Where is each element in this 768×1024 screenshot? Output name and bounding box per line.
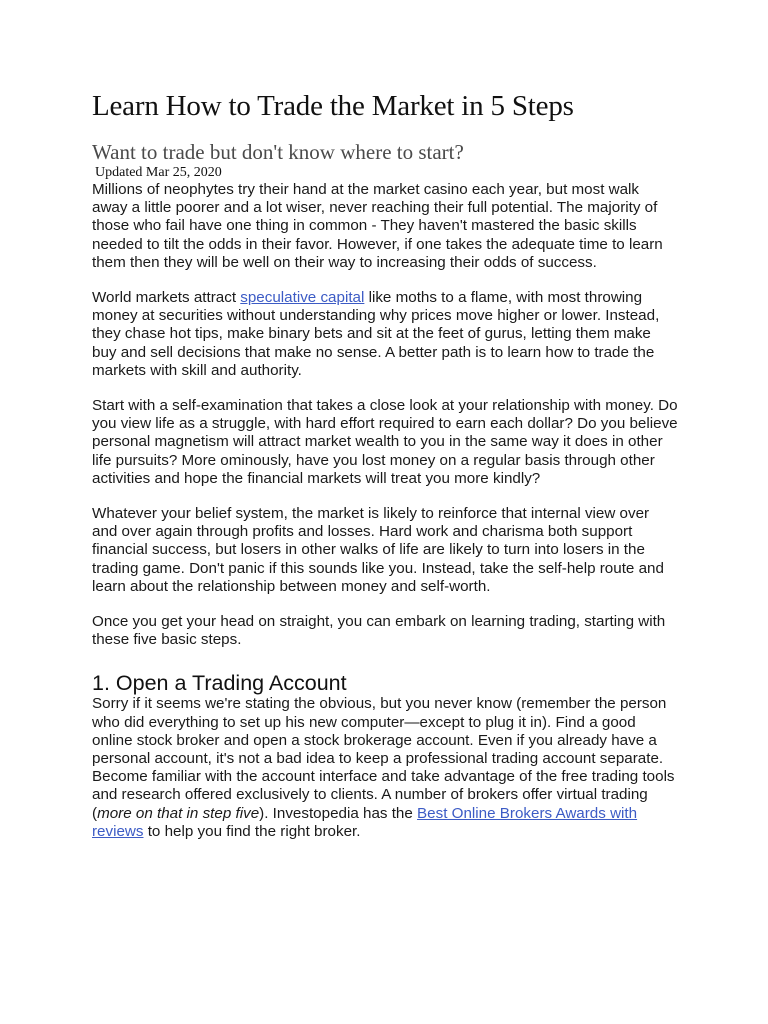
paragraph-text: ). Investopedia has the <box>259 804 418 822</box>
paragraph-world-markets <box>92 289 678 380</box>
italic-text: more on that in step five <box>97 804 260 822</box>
paragraph-text: to help you find the right broker. <box>143 822 361 840</box>
page-title: Learn How to Trade the Market in 5 Steps <box>92 90 574 122</box>
paragraph-self-examination: Start with a self-examination that takes a close look at your relationship with money. Do you view life as a struggle, with hard effort required to earn each dollar? Do you believe personal magnetism will attract market wealth to you in the same way it does in other life pursuits? More ominously, have you lost money on a regular basis through other activities and hope the financial markets will treat you more kindly? <box>92 397 678 487</box>
paragraph-text: Sorry if it seems we're stating the obvious, but you never know (remember the person who did everything to set up his new computer—except to plug it in). Find a good online stock broker and open a stock brokerage account. Even if you already have a personal account, it's not a bad idea to keep a professional trading account separate. Become familiar with the account interface and take advantage of the free trading tools and research offered exclusively to clients. A number of brokers offer virtual trading ( <box>92 695 675 822</box>
paragraph-open-account <box>92 695 678 841</box>
paragraph-intro: Millions of neophytes try their hand at the market casino each year, but most walk away a little poorer and a lot wiser, never reaching their full potential. The majority of those who fail have one thing in common - They haven't mastered the basic skills needed to tilt the odds in their favor. However, if one takes the adequate time to learn them then they will be well on their way to increasing their odds of success. <box>92 181 663 271</box>
paragraph-text: World markets attract <box>92 289 241 307</box>
updated-date: Updated Mar 25, 2020 <box>95 165 222 180</box>
paragraph-belief-system: Whatever your belief system, the market is likely to reinforce that internal view over and over again through profits and losses. Hard work and charisma both support financial success, but losers in other walks of life are likely to turn into losers in the trading game. Don't panic if this sounds like you. Instead, take the self-help route and learn about the relationship between money and self-worth. <box>92 505 664 595</box>
paragraph-text: like moths to a flame, with most throwing money at securities without understanding why prices move higher or lower. Instead, they chase hot tips, make binary bets and sit at the feet of gurus, letting them make buy and sell decisions that make no sense. A better path is to learn how to trade the markets with skill and authority. <box>92 289 660 379</box>
page-subtitle: Want to trade but don't know where to start? <box>92 140 464 164</box>
paragraph-five-steps-intro: Once you get your head on straight, you can embark on learning trading, starting with these five basic steps. <box>92 613 666 649</box>
best-online-brokers-link[interactable]: Best Online Brokers Awards with reviews <box>92 804 638 840</box>
speculative-capital-link[interactable]: speculative capital <box>240 289 365 307</box>
section-heading-open-account: 1. Open a Trading Account <box>92 671 347 696</box>
